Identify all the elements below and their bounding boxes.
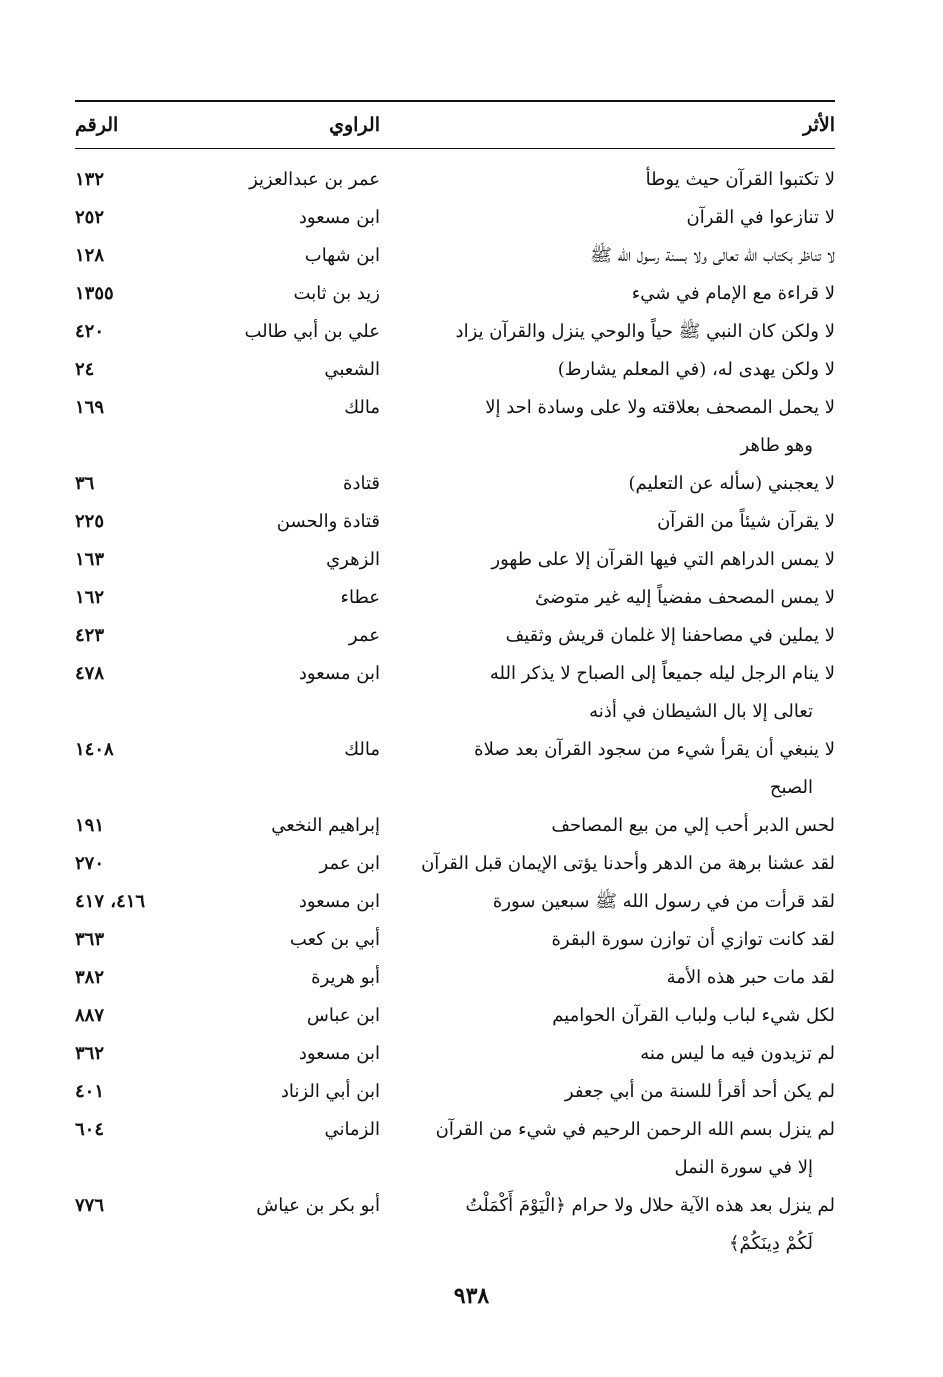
athar-cell [380, 313, 835, 351]
athar-cell [380, 807, 835, 845]
rawi-cell: قتادة [343, 473, 380, 494]
rawi-cell: أبو هريرة [311, 967, 380, 988]
raqm-cell: ٢٤ [75, 359, 95, 380]
athar-cell [380, 1073, 835, 1111]
athar-cell [380, 579, 835, 617]
raqm-cell: ٢٧٠ [75, 853, 105, 874]
athar-text: لا تنازعوا في القرآن [686, 207, 835, 228]
rawi-cell: عمر بن عبدالعزيز [249, 169, 380, 190]
table-row [75, 731, 835, 807]
table-row [75, 465, 835, 503]
raqm-cell: ١٦٢ [75, 587, 105, 608]
table-row [75, 1111, 835, 1187]
table-row [75, 807, 835, 845]
header-raqm: الرقم [75, 114, 119, 136]
header-athar: الأثر [803, 114, 835, 136]
table-row [75, 1073, 835, 1111]
athar-cell [380, 503, 835, 541]
rawi-cell: الزماني [324, 1119, 380, 1140]
table-body [75, 149, 835, 1263]
rawi-cell: أبي بن كعب [289, 929, 380, 950]
athar-text: لا يعجبني (سأله عن التعليم) [628, 473, 835, 494]
rawi-cell: مالك [344, 739, 380, 760]
table-row [75, 199, 835, 237]
raqm-cell: ٦٠٤ [75, 1119, 105, 1140]
raqm-cell: ١٩١ [75, 815, 105, 836]
table-row [75, 351, 835, 389]
athar-text: لا تناظر بكتاب الله تعالى ولا بسنة رسول الله ﷺ [590, 245, 835, 266]
athar-cell [380, 465, 835, 503]
athar-cell [380, 237, 835, 275]
rawi-cell: ابن مسعود [298, 663, 380, 684]
raqm-cell: ٤٧٨ [75, 663, 105, 684]
table-row [75, 1035, 835, 1073]
rawi-cell: الزهري [326, 549, 380, 570]
athar-continuation: تعالى إلا بال الشيطان في أذنه [589, 701, 813, 722]
table-row [75, 883, 835, 921]
page-number: ٩٣٨ [453, 1283, 490, 1309]
athar-text: لكل شيء لباب ولباب القرآن الحواميم [552, 1005, 835, 1026]
raqm-cell: ٤٠١ [75, 1081, 105, 1102]
athar-text: لا قراءة مع الإمام في شيء [631, 283, 835, 304]
athar-cell [380, 389, 835, 465]
rawi-cell: زيد بن ثابت [293, 283, 380, 304]
athar-cell [380, 845, 835, 883]
raqm-cell: ٤٢٠ [75, 321, 105, 342]
raqm-cell: ٤١٦، ٤١٧ [75, 891, 146, 912]
athar-cell [380, 1111, 835, 1187]
athar-text: لا يقرآن شيئاً من القرآن [657, 511, 835, 532]
athar-continuation: لَكُمْ دِينَكُمْ﴾ [728, 1233, 813, 1254]
header-rawi: الراوي [329, 114, 380, 136]
athar-cell [380, 351, 835, 389]
athar-text: لقد كانت توازي أن توازن سورة البقرة [551, 929, 835, 950]
athar-text: لا ولكن يهدى له، (في المعلم يشارط) [557, 359, 835, 380]
rawi-cell: ابن مسعود [298, 207, 380, 228]
athar-cell [380, 959, 835, 997]
raqm-cell: ١٦٣ [75, 549, 105, 570]
athar-continuation: إلا في سورة النمل [674, 1157, 813, 1178]
table-row [75, 275, 835, 313]
athar-text: لا ينام الرجل ليله جميعاً إلى الصباح لا يذكر الله [489, 663, 835, 684]
athar-index-table [75, 100, 835, 1263]
athar-cell [380, 541, 835, 579]
athar-text: لحس الدبر أحب إلي من بيع المصاحف [551, 815, 835, 836]
athar-cell [380, 655, 835, 731]
table-row [75, 997, 835, 1035]
raqm-cell: ١٢٨ [75, 245, 105, 266]
table-row [75, 655, 835, 731]
table-row [75, 579, 835, 617]
table-row [75, 161, 835, 199]
athar-cell [380, 731, 835, 807]
rawi-cell: ابن مسعود [298, 891, 380, 912]
raqm-cell: ١٦٩ [75, 397, 105, 418]
athar-text: لا يمس الدراهم التي فيها القرآن إلا على طهور [491, 549, 835, 570]
rawi-cell: علي بن أبي طالب [244, 321, 380, 342]
table-row [75, 313, 835, 351]
raqm-cell: ٢٥٢ [75, 207, 105, 228]
athar-cell [380, 883, 835, 921]
athar-continuation: الصبح [769, 777, 813, 798]
table-header [75, 102, 835, 149]
athar-cell [380, 921, 835, 959]
rawi-cell: ابن أبي الزناد [280, 1081, 380, 1102]
athar-cell [380, 161, 835, 199]
athar-text: لقد قرأت من في رسول الله ﷺ سبعين سورة [492, 891, 835, 912]
table-row [75, 503, 835, 541]
rawi-cell: الشعبي [324, 359, 380, 380]
athar-text: لا يملين في مصاحفنا إلا غلمان قريش وثقيف [505, 625, 835, 646]
table-row [75, 617, 835, 655]
raqm-cell: ٣٨٢ [75, 967, 105, 988]
raqm-cell: ١٣٥٥ [75, 283, 114, 304]
rawi-cell: مالك [344, 397, 380, 418]
raqm-cell: ٧٧٦ [75, 1195, 105, 1216]
rawi-cell: عمر [348, 625, 380, 646]
athar-cell [380, 617, 835, 655]
rawi-cell: عطاء [340, 587, 380, 608]
rawi-cell: قتادة والحسن [276, 511, 380, 532]
athar-cell [380, 997, 835, 1035]
athar-text: لم تزيدون فيه ما ليس منه [640, 1043, 835, 1064]
raqm-cell: ١٤٠٨ [75, 739, 114, 760]
athar-cell [380, 275, 835, 313]
athar-cell [380, 1187, 835, 1263]
table-row [75, 1187, 835, 1263]
athar-cell [380, 1035, 835, 1073]
table-row [75, 921, 835, 959]
athar-text: لا يحمل المصحف بعلاقته ولا على وسادة احد إلا [485, 397, 835, 418]
raqm-cell: ٣٦٢ [75, 1043, 105, 1064]
raqm-cell: ٣٦٣ [75, 929, 105, 950]
rawi-cell: ابن عباس [306, 1005, 380, 1026]
athar-continuation: وهو طاهر [740, 435, 813, 456]
raqm-cell: ٢٢٥ [75, 511, 105, 532]
raqm-cell: ٤٢٣ [75, 625, 105, 646]
athar-text: لم ينزل بسم الله الرحمن الرحيم في شيء من القرآن [435, 1119, 835, 1140]
rawi-cell: ابن شهاب [304, 245, 380, 266]
rawi-cell: أبو بكر بن عياش [256, 1195, 380, 1216]
table-row [75, 237, 835, 275]
raqm-cell: ٨٨٧ [75, 1005, 105, 1026]
athar-text: لم ينزل بعد هذه الآية حلال ولا حرام ﴿الْيَوْمَ أَكْمَلْتُ [465, 1195, 835, 1216]
rawi-cell: ابن عمر [319, 853, 380, 874]
raqm-cell: ١٣٢ [75, 169, 105, 190]
table-row [75, 959, 835, 997]
athar-cell [380, 199, 835, 237]
table-row [75, 541, 835, 579]
athar-text: لقد عشنا برهة من الدهر وأحدنا يؤتى الإيمان قبل القرآن [421, 853, 835, 874]
table-row [75, 845, 835, 883]
raqm-cell: ٣٦ [75, 473, 95, 494]
athar-text: لا ولكن كان النبي ﷺ حياً والوحي ينزل والقرآن يزاد [455, 321, 835, 342]
athar-text: لا تكتبوا القرآن حيث يوطأ [645, 169, 835, 190]
athar-text: لا يمس المصحف مفضياً إليه غير متوضئ [535, 587, 835, 608]
rawi-cell: إبراهيم النخعي [271, 815, 380, 836]
athar-text: لم يكن أحد أقرأ للسنة من أبي جعفر [564, 1081, 835, 1102]
rawi-cell: ابن مسعود [298, 1043, 380, 1064]
athar-text: لا ينبغي أن يقرأ شيء من سجود القرآن بعد صلاة [474, 739, 835, 760]
table-row [75, 389, 835, 465]
athar-text: لقد مات حبر هذه الأمة [666, 967, 835, 988]
